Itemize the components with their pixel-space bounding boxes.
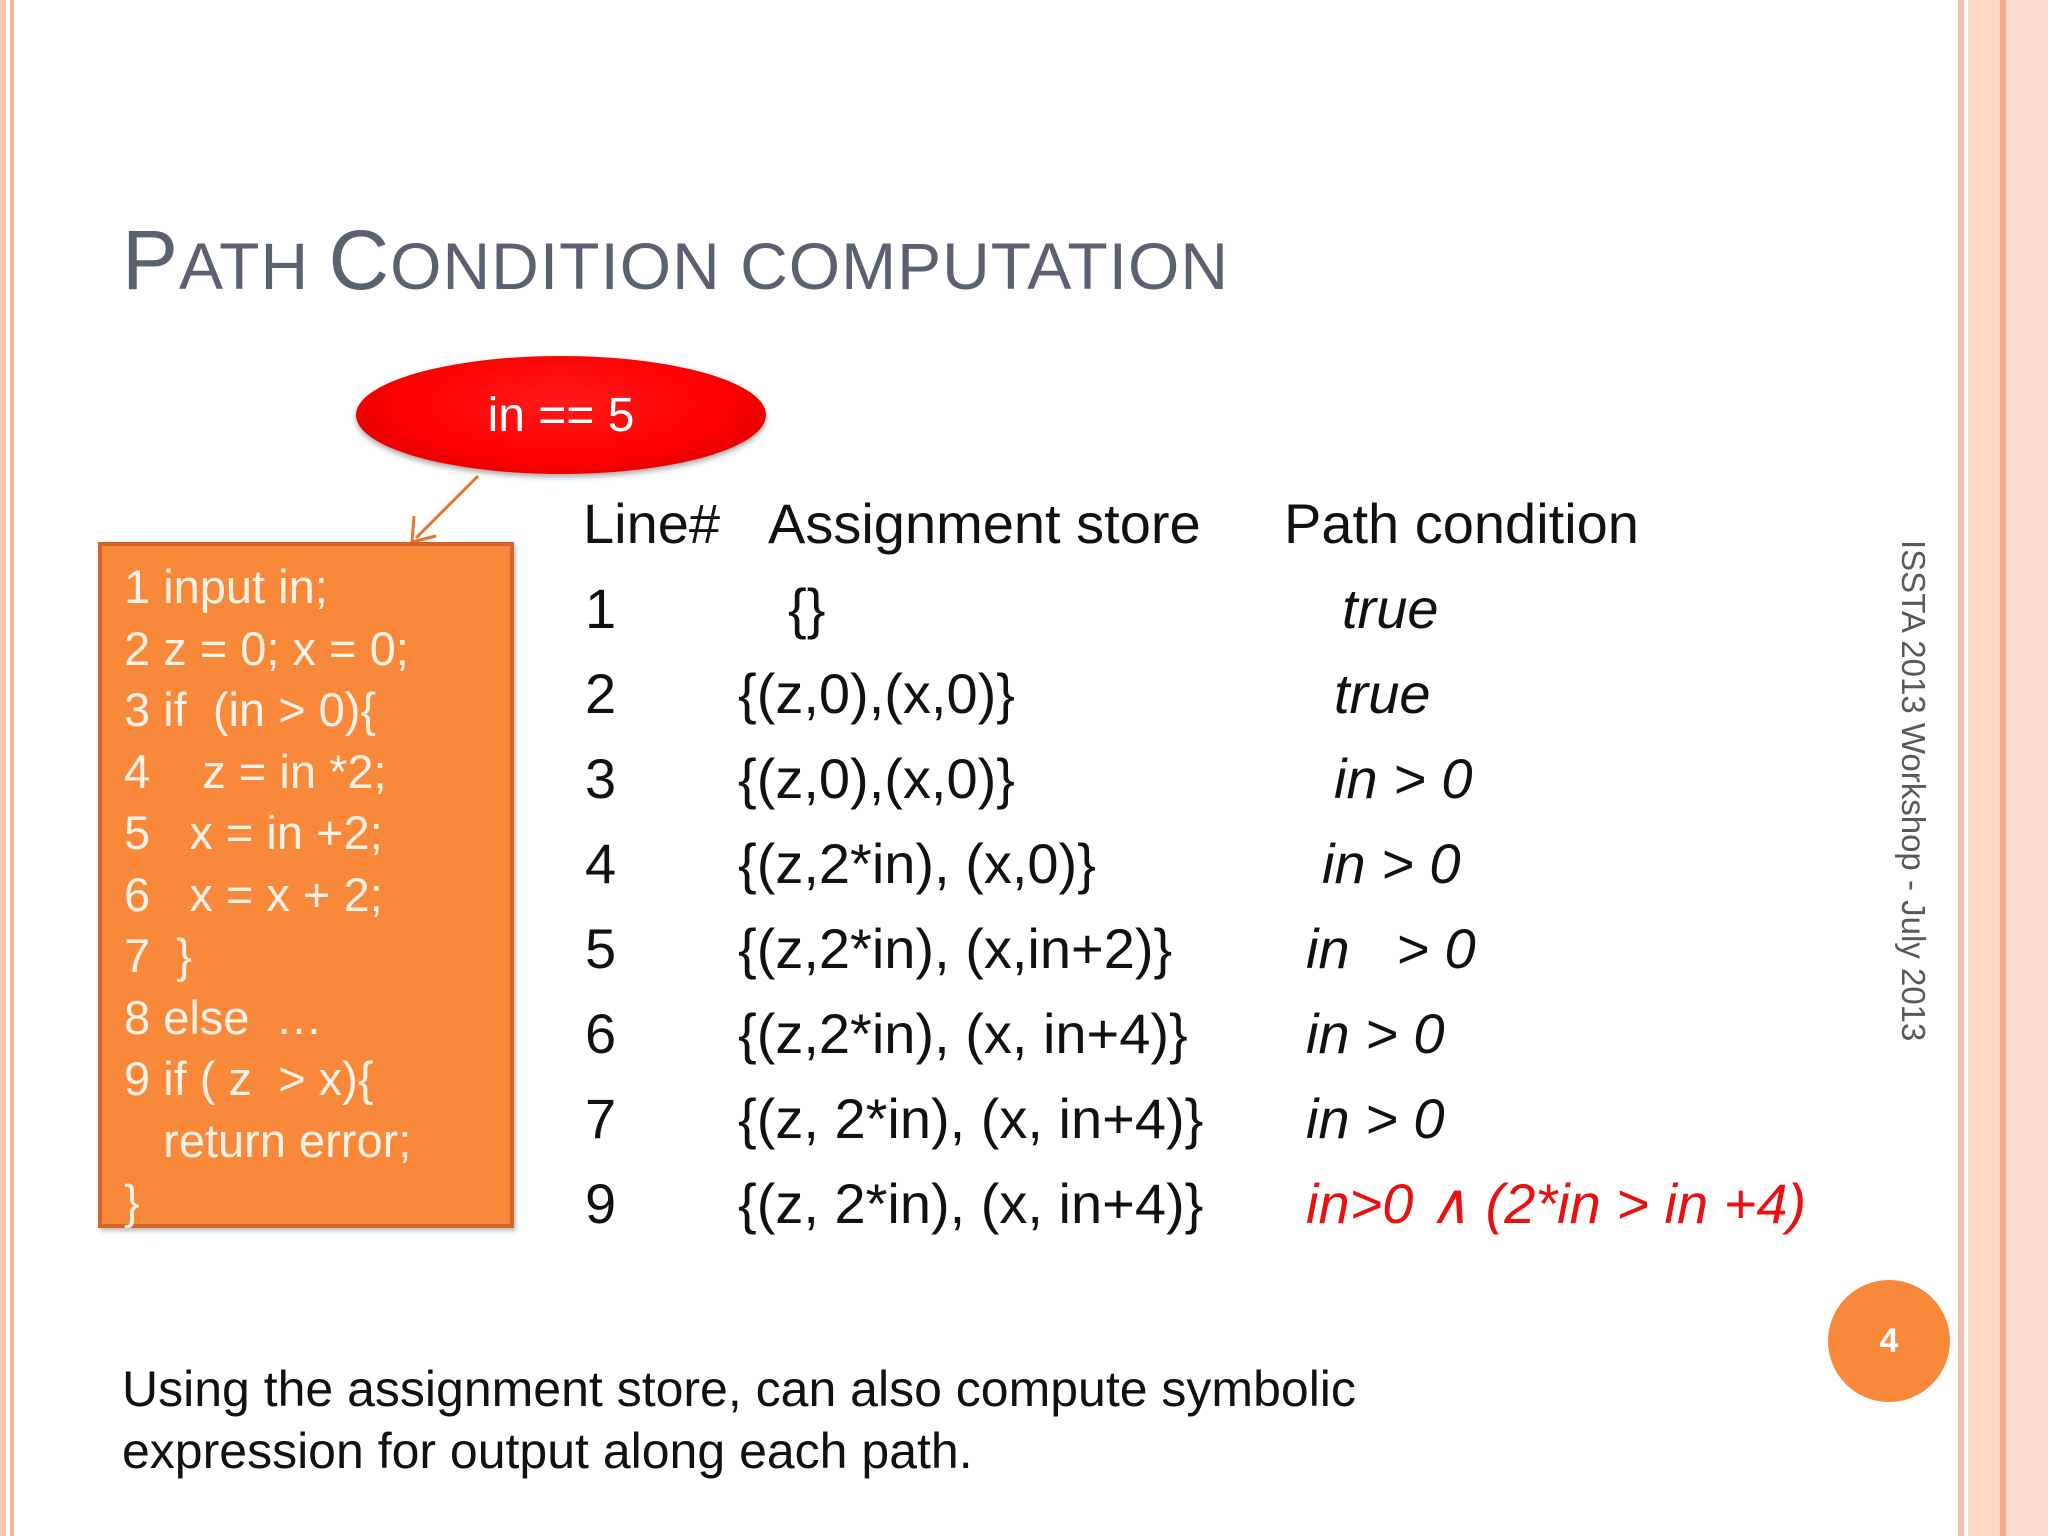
row-assignment-store: {} [788,577,826,640]
row-path-condition: in > 0 [1306,1002,1445,1065]
row-assignment-store: {(z, 2*in), (x, in+4)} [738,1172,1204,1235]
row-assignment-store: {(z,0),(x,0)} [738,662,1015,725]
row-assignment-store: {(z,2*in), (x,in+2)} [738,917,1173,980]
row-assignment-store: {(z, 2*in), (x, in+4)} [738,1087,1204,1150]
code-line: 8 else … [124,990,323,1044]
code-line: 4 z = in *2; [124,744,387,798]
caption-line: Using the assignment store, can also compute symbolic [122,1361,1356,1417]
row-line-number: 7 [585,1087,617,1150]
row-assignment-store: {(z,2*in), (x, in+4)} [738,1002,1188,1065]
row-path-condition: in > 0 [1306,1087,1445,1150]
code-box [98,542,514,1228]
code-line: return error; [124,1113,412,1167]
row-assignment-store: {(z,2*in), (x,0)} [738,832,1096,895]
row-line-number: 5 [585,917,617,980]
callout-text: in == 5 [487,388,635,442]
row-line-number: 6 [585,1002,617,1065]
title-part: ATH [179,229,329,303]
header-path-condition: Path condition [1284,492,1639,555]
code-line: 5 x = in +2; [124,806,383,859]
title-initial: P [122,213,180,307]
row-path-condition-highlight: in>0 ∧ (2*in > in +4) [1306,1172,1807,1235]
code-line: 9 if ( z > x){ [124,1052,374,1105]
row-line-number: 3 [585,747,617,810]
caption-line: expression for output along each path. [122,1423,973,1479]
title-part: ONDITION COMPUTATION [390,229,1230,303]
header-line-number: Line# [583,492,721,555]
title-initial: C [328,213,391,307]
code-line: 3 if (in > 0){ [124,683,377,736]
side-note: ISSTA 2013 Workshop - July 2013 [1895,540,1932,1042]
code-line: 2 z = 0; x = 0; [124,621,409,675]
row-path-condition: true [1334,662,1431,725]
row-assignment-store: {(z,0),(x,0)} [738,747,1015,810]
row-line-number: 2 [585,662,617,725]
row-line-number: 4 [585,832,617,895]
row-path-condition: in > 0 [1306,917,1476,980]
page-number-badge [1828,1280,1950,1402]
row-path-condition: in > 0 [1322,832,1461,895]
row-line-number: 9 [585,1172,617,1235]
header-assignment-store: Assignment store [768,492,1201,555]
code-line: 1 input in; [124,560,328,613]
page-number: 4 [1879,1321,1899,1360]
code-line: } [124,1175,140,1228]
row-path-condition: true [1342,577,1439,640]
slide-caption [122,1358,1356,1482]
row-path-condition: in > 0 [1334,747,1473,810]
row-line-number: 1 [585,577,617,640]
code-line: 7 } [124,929,192,982]
code-line: 6 x = x + 2; [124,867,383,921]
